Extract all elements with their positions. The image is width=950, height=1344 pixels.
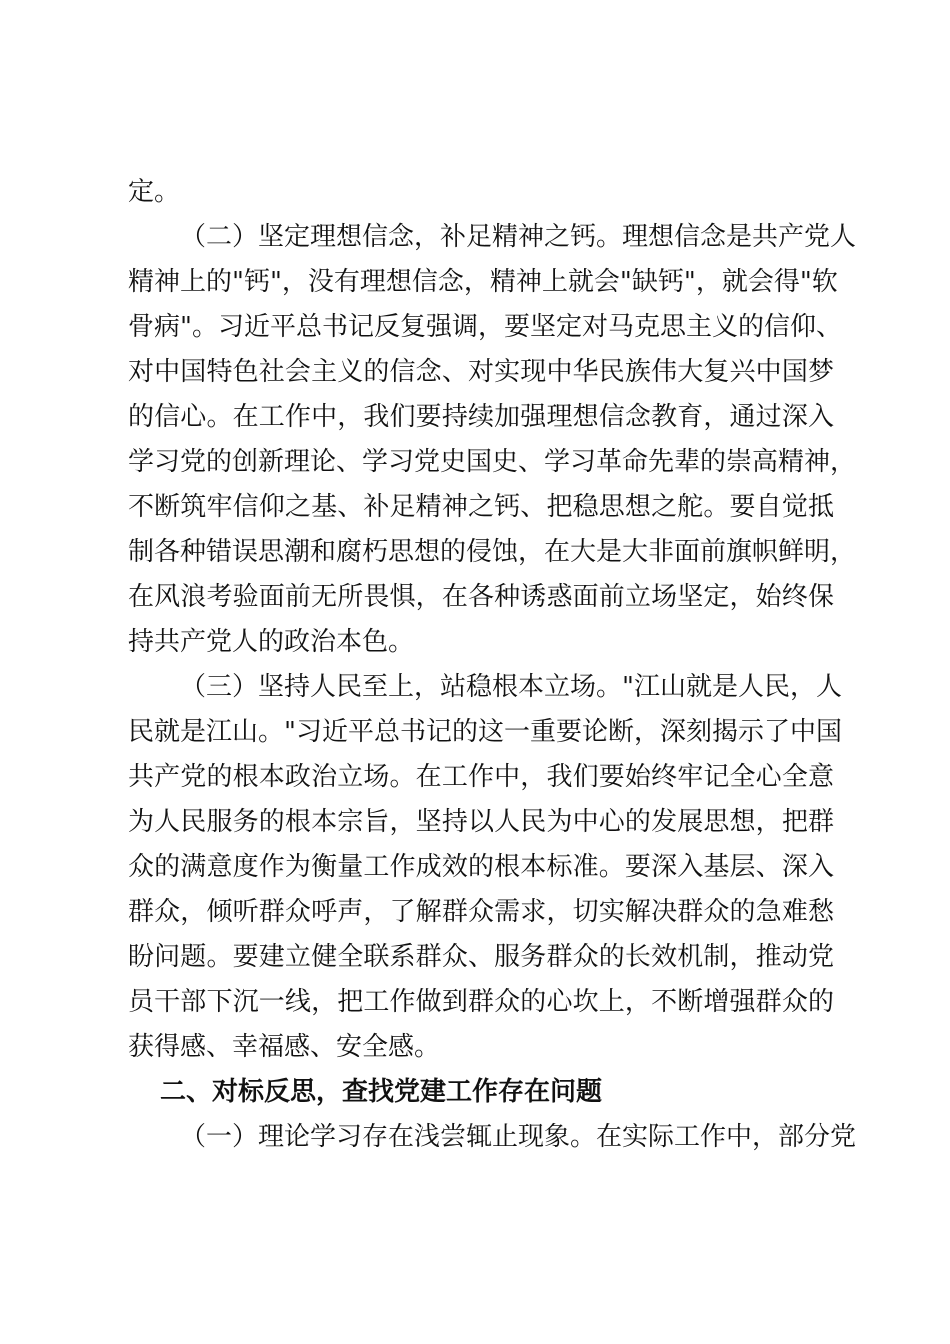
text-line: 在风浪考验面前无所畏惧，在各种诱惑面前立场坚定，始终保 bbox=[128, 582, 834, 612]
paragraph-heading-line: （三）坚持人民至上，站稳根本立场。"江山就是人民，人 bbox=[180, 672, 842, 702]
text-line: 盼问题。要建立健全联系群众、服务群众的长效机制，推动党 bbox=[128, 942, 834, 972]
paragraph-heading-line: （一）理论学习存在浅尝辄止现象。在实际工作中，部分党 bbox=[180, 1122, 857, 1152]
text-line: 不断筑牢信仰之基、补足精神之钙、把稳思想之舵。要自觉抵 bbox=[128, 492, 834, 522]
text-line: 持共产党人的政治本色。 bbox=[128, 627, 415, 657]
text-line: 共产党的根本政治立场。在工作中，我们要始终牢记全心全意 bbox=[128, 762, 834, 792]
text-line: 学习党的创新理论、学习党史国史、学习革命先辈的崇高精神， bbox=[128, 447, 857, 477]
text-line: 骨病"。习近平总书记反复强调，要坚定对马克思主义的信仰、 bbox=[128, 312, 842, 342]
text-line: 众的满意度作为衡量工作成效的根本标准。要深入基层、深入 bbox=[128, 852, 834, 882]
paragraph-heading-line: （二）坚定理想信念，补足精神之钙。理想信念是共产党人 bbox=[180, 222, 857, 252]
text-line: 精神上的"钙"，没有理想信念，精神上就会"缺钙"，就会得"软 bbox=[128, 267, 838, 297]
text-line: 对中国特色社会主义的信念、对实现中华民族伟大复兴中国梦 bbox=[128, 357, 834, 387]
section-heading: 二、对标反思，查找党建工作存在问题 bbox=[160, 1077, 603, 1107]
text-line: 民就是江山。"习近平总书记的这一重要论断，深刻揭示了中国 bbox=[128, 717, 842, 747]
text-line: 获得感、幸福感、安全感。 bbox=[128, 1032, 441, 1062]
text-line: 群众，倾听群众呼声，了解群众需求，切实解决群众的急难愁 bbox=[128, 897, 834, 927]
text-line: 员干部下沉一线，把工作做到群众的心坎上，不断增强群众的 bbox=[128, 987, 834, 1017]
text-line: 的信心。在工作中，我们要持续加强理想信念教育，通过深入 bbox=[128, 402, 834, 432]
text-line: 为人民服务的根本宗旨，坚持以人民为中心的发展思想，把群 bbox=[128, 807, 834, 837]
text-line: 制各种错误思潮和腐朽思想的侵蚀，在大是大非面前旗帜鲜明， bbox=[128, 537, 857, 567]
text-line: 定。 bbox=[128, 177, 181, 207]
